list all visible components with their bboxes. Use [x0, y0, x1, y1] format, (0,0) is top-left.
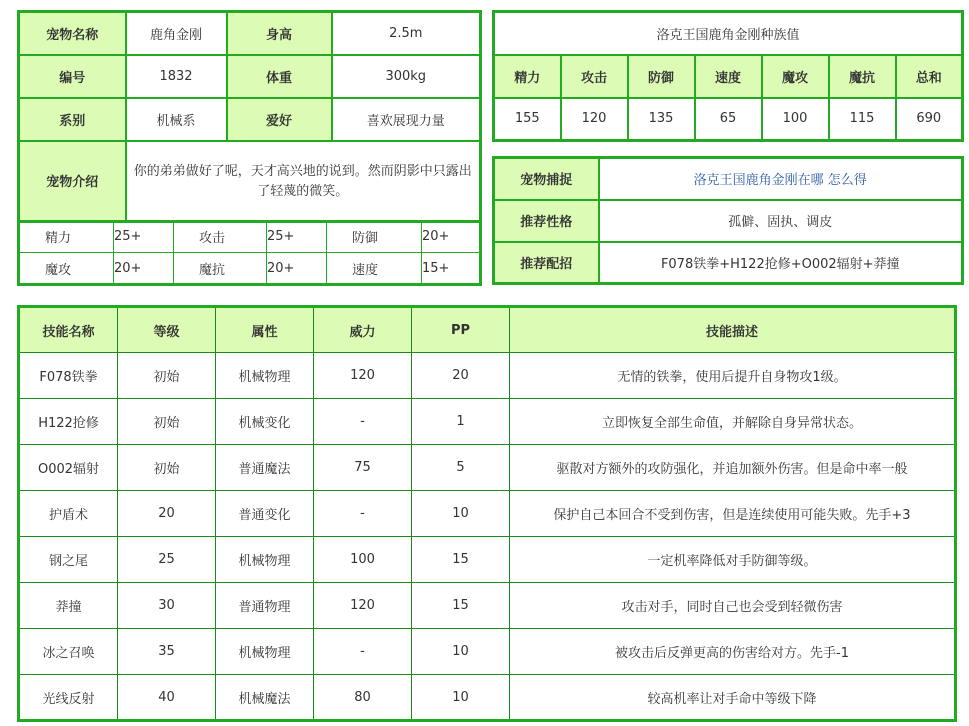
- skill-description: 攻击对手，同时自己也会受到轻微伤害: [510, 583, 956, 629]
- skill-name: 光线反射: [19, 675, 118, 721]
- skill-power: -: [314, 399, 412, 445]
- table-row: [19, 445, 956, 491]
- race-title: 洛克王国鹿角金刚种族值: [494, 12, 963, 55]
- skill-pp: 10: [412, 491, 510, 537]
- nature-label: 推荐性格: [494, 200, 599, 242]
- race-value: 120: [561, 98, 628, 141]
- name-label: 宠物名称: [19, 12, 126, 55]
- skill-level: 30: [118, 583, 216, 629]
- skill-header-description: 技能描述: [510, 307, 956, 353]
- skill-description: 无情的铁拳，使用后提升自身物攻1级。: [510, 353, 956, 399]
- effort-label: 魔攻: [19, 253, 114, 285]
- skill-header-attribute: 属性: [216, 307, 314, 353]
- effort-value: 20+: [114, 253, 174, 285]
- type-value: 机械系: [126, 98, 227, 141]
- table-row: [19, 399, 956, 445]
- race-value: 155: [494, 98, 561, 141]
- hobby-value: 喜欢展现力量: [332, 98, 481, 141]
- skill-description: 一定机率降低对手防御等级。: [510, 537, 956, 583]
- intro-text: 你的弟弟做好了呢，天才高兴地的说到。然而阴影中只露出了轻蔑的微笑。: [126, 141, 481, 222]
- skill-name: 护盾术: [19, 491, 118, 537]
- weight-label: 体重: [227, 55, 332, 98]
- race-header: 速度: [695, 55, 762, 98]
- skill-pp: 15: [412, 537, 510, 583]
- race-value: 115: [829, 98, 896, 141]
- skill-power: -: [314, 629, 412, 675]
- skill-header-power: 威力: [314, 307, 412, 353]
- race-value: 100: [762, 98, 829, 141]
- skill-power: 120: [314, 583, 412, 629]
- effort-value: 20+: [267, 253, 327, 285]
- nature-value: 孤僻、固执、调皮: [599, 200, 963, 242]
- skill-description: 较高机率让对手命中等级下降: [510, 675, 956, 721]
- table-row: [19, 583, 956, 629]
- skill-attribute: 机械物理: [216, 353, 314, 399]
- race-values-table: [492, 10, 964, 142]
- effort-label: 攻击: [174, 221, 267, 253]
- moveset-value: F078铁拳+H122抢修+O002辐射+莽撞: [599, 242, 963, 284]
- effort-label: 速度: [327, 253, 422, 285]
- skill-pp: 5: [412, 445, 510, 491]
- skill-pp: 10: [412, 675, 510, 721]
- skills-table: [17, 305, 957, 722]
- capture-label: 宠物捕捉: [494, 158, 599, 200]
- capture-link[interactable]: 洛克王国鹿角金刚在哪 怎么得: [693, 173, 867, 189]
- race-value: 65: [695, 98, 762, 141]
- weight-value: 300kg: [332, 55, 481, 98]
- effort-value: 25+: [267, 221, 327, 253]
- skill-pp: 20: [412, 353, 510, 399]
- race-header: 魔攻: [762, 55, 829, 98]
- id-label: 编号: [19, 55, 126, 98]
- skill-level: 初始: [118, 445, 216, 491]
- skill-description: 被攻击后反弹更高的伤害给对方。先手-1: [510, 629, 956, 675]
- skill-attribute: 普通变化: [216, 491, 314, 537]
- skill-pp: 10: [412, 629, 510, 675]
- skill-power: 120: [314, 353, 412, 399]
- skill-attribute: 机械物理: [216, 629, 314, 675]
- effort-value: 20+: [422, 221, 481, 253]
- skill-attribute: 普通魔法: [216, 445, 314, 491]
- race-header: 防御: [628, 55, 695, 98]
- table-row: [19, 537, 956, 583]
- effort-value: 25+: [114, 221, 174, 253]
- race-header: 攻击: [561, 55, 628, 98]
- table-row: [19, 629, 956, 675]
- skill-description: 驱散对方额外的攻防强化，并追加额外伤害。但是命中率一般: [510, 445, 956, 491]
- race-header: 精力: [494, 55, 561, 98]
- effort-label: 魔抗: [174, 253, 267, 285]
- effort-label: 精力: [19, 221, 114, 253]
- skill-name: 钢之尾: [19, 537, 118, 583]
- recommendation-table: [492, 156, 964, 285]
- skill-attribute: 机械变化: [216, 399, 314, 445]
- skill-power: -: [314, 491, 412, 537]
- height-label: 身高: [227, 12, 332, 55]
- table-row: [19, 491, 956, 537]
- hobby-label: 爱好: [227, 98, 332, 141]
- skill-power: 75: [314, 445, 412, 491]
- skill-level: 35: [118, 629, 216, 675]
- id-value: 1832: [126, 55, 227, 98]
- effort-values-table: [17, 220, 482, 286]
- skill-description: 立即恢复全部生命值，并解除自身异常状态。: [510, 399, 956, 445]
- skill-level: 25: [118, 537, 216, 583]
- skill-attribute: 机械物理: [216, 537, 314, 583]
- table-row: [19, 353, 956, 399]
- race-header: 魔抗: [829, 55, 896, 98]
- skill-header-level: 等级: [118, 307, 216, 353]
- pet-info-table: [17, 10, 482, 223]
- race-value: 690: [896, 98, 963, 141]
- skill-name: F078铁拳: [19, 353, 118, 399]
- skill-level: 初始: [118, 399, 216, 445]
- skill-description: 保护自己本回合不受到伤害，但是连续使用可能失败。先手+3: [510, 491, 956, 537]
- intro-label: 宠物介绍: [19, 141, 126, 222]
- skill-name: 莽撞: [19, 583, 118, 629]
- skill-attribute: 机械魔法: [216, 675, 314, 721]
- skill-level: 初始: [118, 353, 216, 399]
- race-value: 135: [628, 98, 695, 141]
- skill-name: H122抢修: [19, 399, 118, 445]
- moveset-label: 推荐配招: [494, 242, 599, 284]
- effort-value: 15+: [422, 253, 481, 285]
- table-row: [19, 675, 956, 721]
- effort-label: 防御: [327, 221, 422, 253]
- skill-power: 80: [314, 675, 412, 721]
- skill-power: 100: [314, 537, 412, 583]
- height-value: 2.5m: [332, 12, 481, 55]
- skill-name: O002辐射: [19, 445, 118, 491]
- skill-attribute: 普通物理: [216, 583, 314, 629]
- skill-level: 20: [118, 491, 216, 537]
- skill-name: 冰之召唤: [19, 629, 118, 675]
- type-label: 系别: [19, 98, 126, 141]
- skill-level: 40: [118, 675, 216, 721]
- name-value: 鹿角金刚: [126, 12, 227, 55]
- skill-pp: 15: [412, 583, 510, 629]
- skill-pp: 1: [412, 399, 510, 445]
- skill-header-pp: PP: [412, 307, 510, 353]
- race-header: 总和: [896, 55, 963, 98]
- skill-header-name: 技能名称: [19, 307, 118, 353]
